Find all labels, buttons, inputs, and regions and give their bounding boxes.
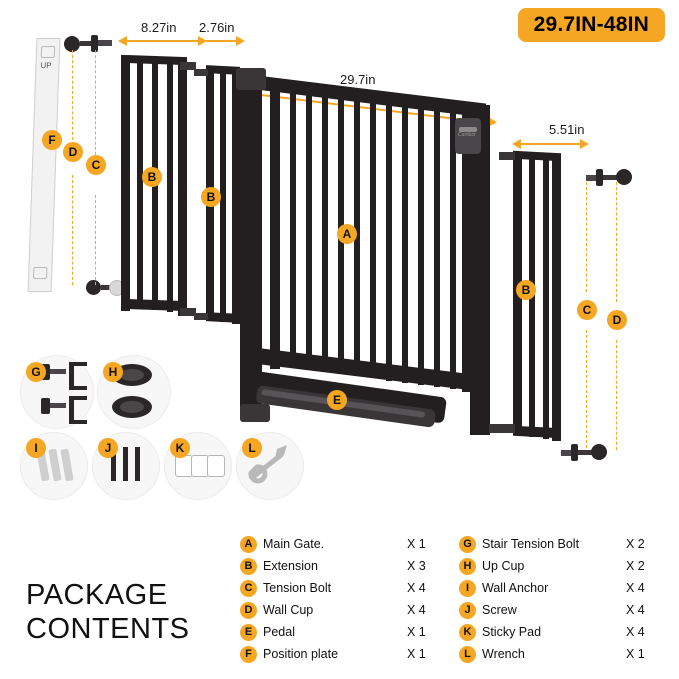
arrow-head-right-5-51in xyxy=(580,139,589,149)
contents-name-d: Wall Cup xyxy=(263,603,314,617)
callout-c-right: C xyxy=(577,300,597,320)
package-title-line2: CONTENTS xyxy=(26,613,190,645)
gate-bar-9 xyxy=(418,108,424,385)
dim-label-2-76in: 2.76in xyxy=(199,20,235,35)
callout-b-2: B xyxy=(201,187,221,207)
contents-name-k: Sticky Pad xyxy=(482,625,542,639)
sticky-pad-3 xyxy=(207,455,225,477)
gate-bar-7 xyxy=(386,104,392,381)
contents-name-h: Up Cup xyxy=(482,559,525,573)
wall-anchor-3 xyxy=(60,449,73,482)
gate-left-post xyxy=(240,68,262,420)
ext1-bottom-rail xyxy=(121,299,187,311)
contents-row-b xyxy=(240,555,441,577)
arrow-head-left-8-27in xyxy=(118,36,127,46)
contents-row-c xyxy=(240,577,441,599)
contents-name-c: Tension Bolt xyxy=(263,581,332,595)
package-title-line1: PACKAGE xyxy=(26,579,168,611)
leader-c-right-bottom xyxy=(586,330,587,448)
contents-qty-g: X 2 xyxy=(626,537,645,551)
gate-bar-11 xyxy=(450,112,456,389)
callout-d-right: D xyxy=(607,310,627,330)
dim-label-5-51in: 5.51in xyxy=(549,122,585,137)
bolt-nut-br xyxy=(571,444,578,461)
contents-row-h xyxy=(459,555,660,577)
bolt-shaft-br xyxy=(578,450,592,455)
stair-bracket-1 xyxy=(69,362,87,390)
contents-qty-f: X 1 xyxy=(407,647,426,661)
gate-bar-6 xyxy=(370,101,376,378)
ext1-top-rail xyxy=(121,55,187,65)
ext3-right-post xyxy=(552,159,561,441)
contents-qty-h: X 2 xyxy=(626,559,645,573)
contents-row-i xyxy=(459,577,660,599)
contents-qty-c: X 4 xyxy=(407,581,426,595)
dim-label-8-27in: 8.27in xyxy=(141,20,177,35)
up-cup-1-inner xyxy=(120,369,144,381)
leader-d-top xyxy=(72,50,73,140)
ext1-bar-3 xyxy=(167,64,173,312)
wall-cup-disc-br xyxy=(591,444,607,460)
callout-b-3: B xyxy=(516,280,536,300)
gate-right-post xyxy=(470,105,490,435)
screw-2 xyxy=(123,447,128,481)
leader-d-right-top xyxy=(616,182,617,302)
bolt-nut-tr xyxy=(596,169,603,186)
contents-row-a xyxy=(240,533,441,555)
contents-row-k xyxy=(459,621,660,643)
dim-line-8-27in xyxy=(127,40,203,42)
leader-c-bottom xyxy=(95,195,96,285)
ext3-bottom-rail xyxy=(513,426,561,439)
contents-name-j: Screw xyxy=(482,603,517,617)
plate-up-label: UP xyxy=(40,61,52,70)
stair-bolt-shaft-1 xyxy=(50,369,66,374)
gate-bar-3 xyxy=(322,95,328,372)
gate-door-left xyxy=(270,88,280,369)
contents-qty-l: X 1 xyxy=(626,647,645,661)
plate-bottom-icon xyxy=(33,267,47,279)
contents-letter-h: H xyxy=(459,558,476,575)
arrow-head-left-5-51in xyxy=(512,139,521,149)
dim-label-29-7in: 29.7in xyxy=(340,72,376,87)
wall-cup-disc-bl xyxy=(86,280,101,295)
ext1-bar-1 xyxy=(137,60,143,308)
contents-name-g: Stair Tension Bolt xyxy=(482,537,580,551)
gate-brand-mark: Cumbor xyxy=(458,132,476,138)
contents-letter-g: G xyxy=(459,536,476,553)
contents-row-f xyxy=(240,643,441,665)
package-title xyxy=(26,578,190,646)
contents-name-e: Pedal xyxy=(263,625,295,639)
leader-c-right-top xyxy=(586,182,587,292)
stair-bracket-2 xyxy=(69,396,87,424)
contents-row-l xyxy=(459,643,660,665)
contents-letter-j: J xyxy=(459,602,476,619)
ext2-bottom-rail xyxy=(206,312,240,323)
wall-anchor-2 xyxy=(48,449,61,482)
contents-qty-k: X 4 xyxy=(626,625,645,639)
callout-e: E xyxy=(327,390,347,410)
ext2-bottom-connector xyxy=(194,313,208,320)
contents-letter-a: A xyxy=(240,536,257,553)
callout-i: I xyxy=(26,438,46,458)
gate-bar-10 xyxy=(434,110,440,387)
contents-qty-e: X 1 xyxy=(407,625,426,639)
contents-name-i: Wall Anchor xyxy=(482,581,549,595)
contents-letter-b: B xyxy=(240,558,257,575)
stair-bolt-shaft-2 xyxy=(50,403,66,408)
callout-f: F xyxy=(42,130,62,150)
ext3-bar-2 xyxy=(543,157,549,439)
ext2-top-rail xyxy=(206,65,240,75)
callout-c-left: C xyxy=(86,155,106,175)
contents-qty-j: X 4 xyxy=(626,603,645,617)
bolt-shaft-tr xyxy=(603,175,617,180)
ext1-left-post xyxy=(121,56,130,311)
contents-qty-a: X 1 xyxy=(407,537,426,551)
contents-name-f: Position plate xyxy=(263,647,339,661)
contents-row-d xyxy=(240,599,441,621)
contents-row-e xyxy=(240,621,441,643)
bolt-thread-tl xyxy=(98,40,112,46)
contents-qty-b: X 3 xyxy=(407,559,426,573)
callout-l: L xyxy=(242,438,262,458)
gate-bar-2 xyxy=(306,93,312,370)
callout-h: H xyxy=(103,362,123,382)
callout-k: K xyxy=(170,438,190,458)
wall-cup-disc-tr xyxy=(616,169,632,185)
plate-top-icon xyxy=(41,46,55,58)
ext2-right-post xyxy=(232,70,240,324)
contents-letter-i: I xyxy=(459,580,476,597)
ext1-right-post xyxy=(178,62,187,316)
callout-b-1: B xyxy=(142,167,162,187)
gate-bar-8 xyxy=(402,106,408,383)
contents-letter-f: F xyxy=(240,646,257,663)
gate-top-hinge xyxy=(236,68,266,90)
callout-a: A xyxy=(337,224,357,244)
size-range-badge: 29.7IN-48IN xyxy=(518,8,665,42)
contents-letter-l: L xyxy=(459,646,476,663)
contents-letter-c: C xyxy=(240,580,257,597)
contents-qty-d: X 4 xyxy=(407,603,426,617)
contents-letter-d: D xyxy=(240,602,257,619)
contents-name-l: Wrench xyxy=(482,647,525,661)
callout-j: J xyxy=(98,438,118,458)
contents-qty-i: X 4 xyxy=(626,581,645,595)
leader-c-top xyxy=(95,50,96,160)
gate-bar-1 xyxy=(290,91,296,368)
ext2-top-connector xyxy=(194,69,208,76)
package-contents-list xyxy=(240,533,660,665)
up-cup-2-inner xyxy=(120,401,144,413)
dim-line-5-51in xyxy=(521,143,585,145)
arrow-head-right-2-76in xyxy=(236,36,245,46)
leader-d-bottom xyxy=(72,175,73,285)
contents-name-a: Main Gate. xyxy=(263,537,325,551)
ext3-top-connector xyxy=(499,152,515,160)
contents-letter-e: E xyxy=(240,624,257,641)
callout-g: G xyxy=(26,362,46,382)
gate-door-right xyxy=(462,114,472,392)
position-plate xyxy=(28,38,61,292)
contents-letter-k: K xyxy=(459,624,476,641)
stair-bolt-head-2 xyxy=(41,398,50,414)
callout-d-left: D xyxy=(63,142,83,162)
contents-row-j xyxy=(459,599,660,621)
gate-bottom-hinge xyxy=(240,404,270,422)
leader-d-right-bottom xyxy=(616,340,617,450)
contents-row-g xyxy=(459,533,660,555)
screw-3 xyxy=(135,447,140,481)
contents-name-b: Extension xyxy=(263,559,318,573)
ext3-bottom-connector xyxy=(489,424,515,433)
